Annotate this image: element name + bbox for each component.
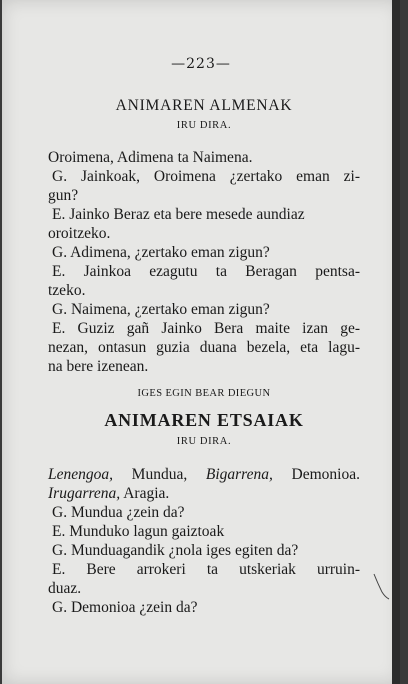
section-pretitle-etsaiak: IGES EGIN BEAR DIEGUN <box>137 388 271 399</box>
section-body-etsaiak <box>48 465 360 617</box>
text-line: gun? <box>48 187 79 204</box>
text-line: E. Bere arrokeri ta utskeriak urruin- <box>52 561 360 578</box>
book-page <box>2 0 400 684</box>
paragraph-etsaiak <box>48 503 360 617</box>
text-line: oroitzeko. <box>48 225 111 242</box>
text-line: G. Adimena, ¿zertako eman zigun? <box>52 244 270 261</box>
text-line: tzeko. <box>48 282 86 299</box>
text-line: nezan, ontasun guzia duana bezela, eta lagu- <box>48 339 360 356</box>
text-line: G. Demonioa ¿zein da? <box>52 599 198 616</box>
second-label: Bigarrena, <box>205 466 273 483</box>
third-label: Irugarrena, <box>48 485 121 502</box>
text-line: G. Jainkoak, Oroimena ¿zertako eman zi- <box>52 168 360 185</box>
section-body-almenak <box>48 148 360 376</box>
section-subtitle-almenak: IRU DIRA. <box>176 120 232 131</box>
text-line: na bere izenean. <box>48 358 149 375</box>
pencil-mark <box>372 572 392 602</box>
text-line: duaz. <box>48 580 82 597</box>
text-line: Oroimena, Adimena ta Naimena. <box>48 149 253 166</box>
text-line: G. Munduagandik ¿nola iges egiten da? <box>52 542 299 559</box>
text-line: E. Guziz gañ Jainko Bera maite izan ge- <box>52 320 360 337</box>
page-number: —223— <box>171 56 231 72</box>
paragraph-almenak <box>48 148 360 376</box>
section-title-almenak: ANIMAREN ALMENAK <box>115 97 293 114</box>
section-subtitle-etsaiak: IRU DIRA. <box>176 436 232 447</box>
text-line: G. Mundua ¿zein da? <box>52 504 185 521</box>
page-edge <box>392 0 400 684</box>
text-line: E. Jainko Beraz eta bere mesede aundiaz <box>52 206 305 223</box>
text-line: E. Jainkoa ezagutu ta Beragan pentsa- <box>52 263 360 280</box>
text-line: G. Naimena, ¿zertako eman zigun? <box>52 301 270 318</box>
first-value: Mundua, <box>113 466 188 483</box>
third-value: Aragia. <box>120 485 170 502</box>
section-title-etsaiak: ANIMAREN ETSAIAK <box>104 410 304 430</box>
text-line: E. Munduko lagun gaiztoak <box>52 523 225 540</box>
second-value: Demonioa. <box>272 466 360 483</box>
intro-line <box>48 465 360 503</box>
first-label: Lenengoa, <box>48 466 114 483</box>
